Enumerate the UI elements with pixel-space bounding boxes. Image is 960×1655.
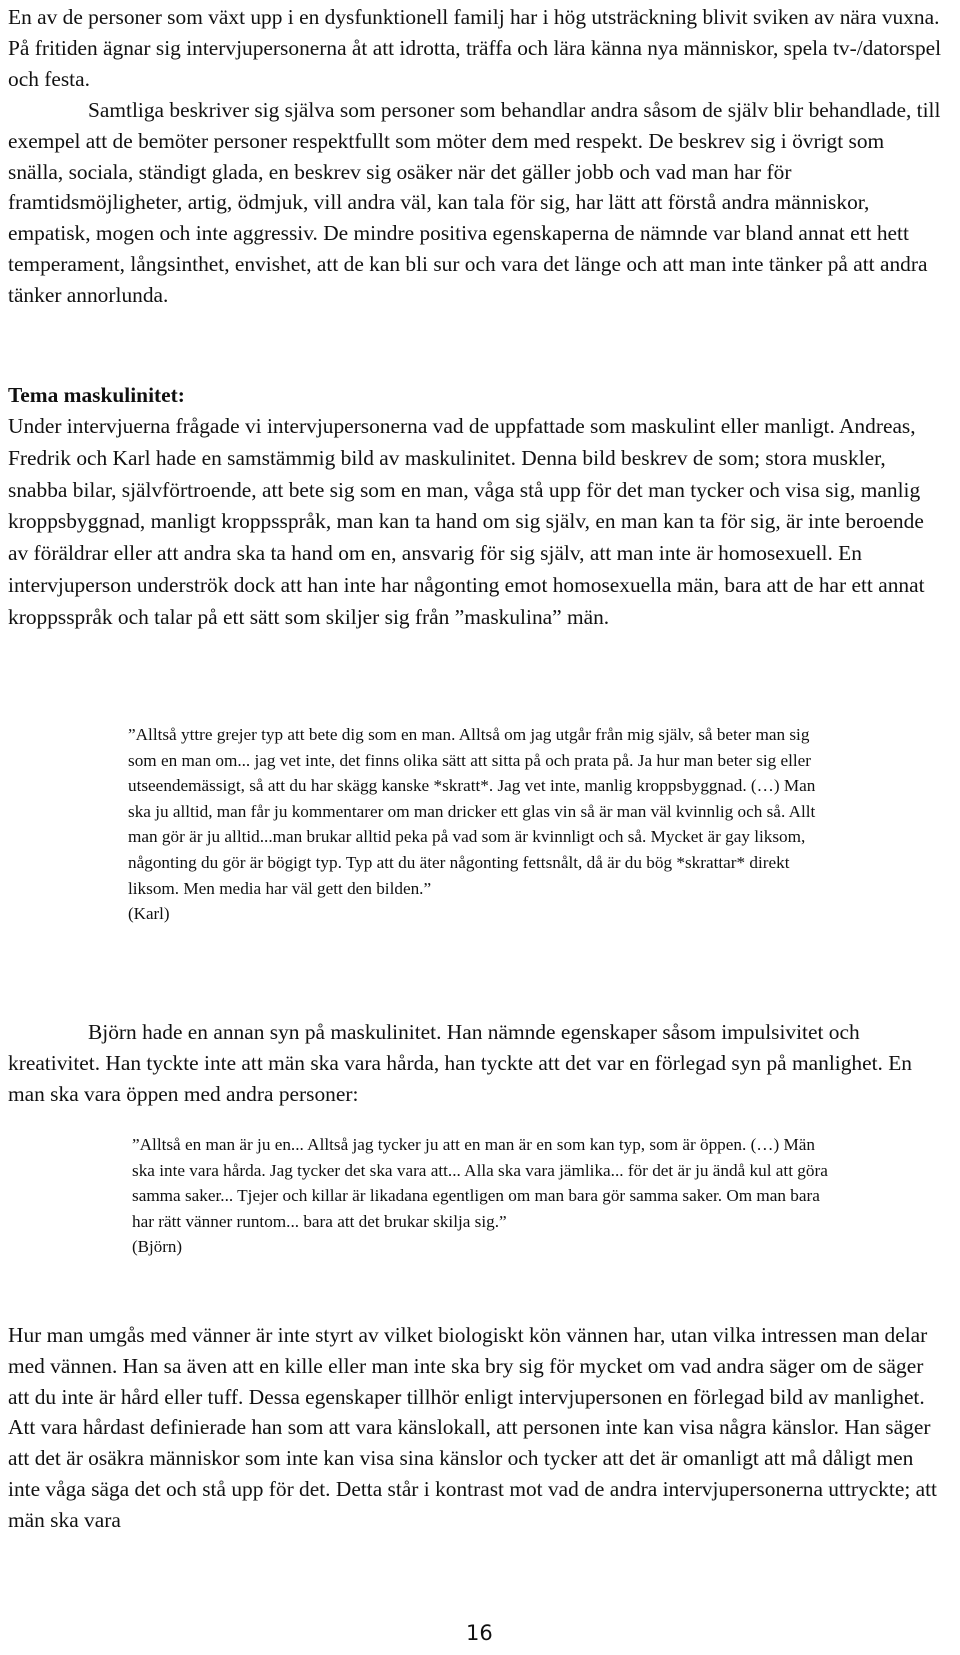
quote-text: ”Alltså en man är ju en... Alltså jag tycker ju att en man är en som kan typ, som är öppen. (…) Män ska inte vara hårda. Jag tycker det ska vara att... Alla ska vara jämlika... för det är ju ändå kul att göra samma saker... Tjejer och killar är likadana egentligen om man bara gör samma saker. Om man bara har rätt vänner runtom... bara att det brukar skilja sig.” [132,1135,828,1231]
paragraph-text: Björn hade en annan syn på maskulinitet. Han nämnde egenskaper såsom impulsivitet och kreativitet. Han tyckte inte att män ska vara hårda, han tyckte att det var en förlegad syn på manlighet. En man ska vara öppen med andra personer: [8,1020,913,1106]
paragraph-text: Samtliga beskriver sig själva som personer som behandlar andra såsom de själv blir behandlade, till exempel att de bemöter personer respektfullt som möter dem med respekt. De beskrev sig i övrigt som snälla, sociala, ständigt glada, en beskrev sig osäker när det gäller jobb och vad man har för framtidsmöjligheter, artig, ödmjuk, vill andra väl, kan tala för sig, har lätt att förstå andra människor, empatisk, mogen och inte aggressiv. De mindre positiva egenskaperna de nämnde var bland annat ett hett temperament, långsinthet, envishet, att de kan bli sur och vara det länge och att man inte tänker på att andra tänker annorlunda. [8,97,941,308]
quote-attribution: (Björn) [132,1237,183,1257]
interview-quote-bjorn [132,1132,832,1260]
quote-text: ”Alltså yttre grejer typ att bete dig som en man. Alltså om jag utgår från mig själv, så beter man sig som en man om... jag vet inte, det finns olika sätt att sitta på och prata på. Ja hur man beter sig eller utseendemässigt, så att du har skägg kanske *skratt*. Jag vet inte, manlig kroppsbyggnad. (…) Man ska ju alltid, man får ju kommentarer om man dricker ett glas vin så är man väl kvinnlig och så. Allt man gör är ju alltid...man brukar alltid peka på vad som är kvinnligt och så. Mycket är gay liksom, någonting du gör är bögigt typ. Typ att du äter någonting fettsnålt, då är du bög *skrattar* direkt liksom. Men media har väl gett den bilden.” [128,725,816,898]
body-paragraph-masculinity: Under intervjuerna frågade vi intervjupersonerna vad de uppfattade som maskulint eller manligt. Andreas, Fredrik och Karl hade en samstämmig bild av maskulinitet. Denna bild beskrev de som; stora muskler, snabba bilar, självförtroende, att bete sig som en man, våga stå upp för det man tycker och visa sig, manlig kroppsbyggnad, manligt kroppsspråk, man kan ta hand om sig själv, en man kan ta för sig, är inte beroende av föräldrar eller att andra ska ta hand om en, ansvarig för sig själv, att man inte är homosexuell. En intervjuperson underströk dock att han inte har någonting emot homosexuella män, bara att de har ett annat kroppsspråk och talar på ett sätt som skiljer sig från ”maskulina” män. [8,414,925,629]
page-number: 16 [466,1621,493,1645]
paragraph-text: En av de personer som växt upp i en dysfunktionell familj har i hög utsträckning blivit sviken av nära vuxna. På fritiden ägnar sig intervjupersonerna åt att idrotta, träffa och lära känna nya människor, spela tv-/datorspel och festa. [8,5,942,91]
quote-attribution: (Karl) [128,904,170,924]
body-paragraph-friendship: Hur man umgås med vänner är inte styrt av vilket biologiskt kön vännen har, utan vilka intressen man delar med vännen. Han sa även att en kille eller man inte ska bry sig för mycket om vad andra säger om de säger att du inte är hård eller tuff. Dessa egenskaper tillhör enligt intervjupersonen en förlegad bild av manlighet. Att vara hårdast definierade han som att vara känslokall, att personen inte kan visa några känslor. Han säger att det är osäkra människor som inte kan visa sina känslor och tycker att det är omanligt att må dåligt men inte våga säga det och stå upp för det. Detta står i kontrast mot vad de andra intervjupersonerna uttryckte; att män ska vara [8,1323,937,1532]
body-paragraph-intro [8,2,942,311]
section-heading-masculinity: Tema maskulinitet: [8,383,185,407]
body-paragraph-bjorn [8,1017,942,1110]
interview-quote-karl [128,722,828,927]
